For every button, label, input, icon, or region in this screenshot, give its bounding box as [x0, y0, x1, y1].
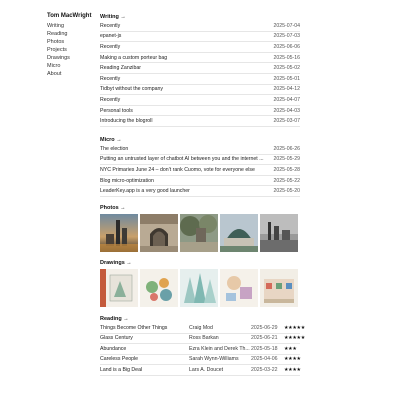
post-date: 2025-05-01: [273, 75, 300, 82]
reading-row[interactable]: [100, 355, 300, 366]
nav-item-micro[interactable]: Micro: [47, 63, 61, 69]
post-title: Recently: [100, 96, 121, 103]
book-date: 2025-04-06: [251, 356, 278, 363]
post-date: 2025-05-02: [273, 65, 300, 72]
drawings-heading[interactable]: Drawings →: [100, 259, 132, 266]
post-title: Recently: [100, 22, 121, 29]
writing-row[interactable]: [100, 42, 300, 53]
micro-row[interactable]: [100, 186, 300, 197]
micro-title: Putting an untrusted layer of chatbot AI between you and the internet ...: [100, 156, 264, 163]
book-date: 2025-03-22: [251, 367, 278, 374]
post-title: Personal tools: [100, 107, 133, 114]
star-rating: ★★★★★: [284, 335, 305, 342]
drawing-thumbnail[interactable]: [100, 269, 138, 307]
drawing-thumbnail[interactable]: [220, 269, 258, 307]
post-date: 2025-03-07: [273, 118, 300, 125]
post-date: 2025-06-06: [273, 43, 300, 50]
drawing-thumbnail[interactable]: [260, 269, 298, 307]
micro-row[interactable]: [100, 165, 300, 176]
post-date: 2025-07-04: [273, 22, 300, 29]
micro-date: 2025-06-26: [273, 145, 300, 152]
micro-list: [100, 144, 300, 197]
star-rating: ★★★★: [284, 356, 301, 363]
post-date: 2025-04-03: [273, 107, 300, 114]
post-title: Tidbyt without the company: [100, 86, 163, 93]
book-title: Land is a Big Deal: [100, 367, 143, 374]
writing-list: [100, 21, 300, 127]
nav-item-writing[interactable]: Writing: [47, 23, 65, 29]
post-date: 2025-05-16: [273, 54, 300, 61]
micro-heading[interactable]: Micro →: [100, 136, 122, 143]
photo-thumbnail[interactable]: [100, 214, 138, 252]
post-date: 2025-07-03: [273, 33, 300, 40]
micro-row[interactable]: [100, 176, 300, 187]
sidebar: [47, 13, 97, 78]
post-title: Reading Zanzibar: [100, 65, 141, 72]
book-author: Ezra Klein and Derek Th...: [189, 345, 250, 352]
photo-thumbnail[interactable]: [140, 214, 178, 252]
site-title[interactable]: Tom MacWright: [47, 13, 92, 19]
book-title: Things Become Other Things: [100, 324, 168, 331]
micro-title: LeaderKey.app is a very good launcher: [100, 188, 190, 195]
micro-row[interactable]: [100, 144, 300, 155]
nav-item-drawings[interactable]: Drawings: [47, 55, 70, 61]
book-author: Lars A. Doucet: [189, 367, 224, 374]
star-rating: ★★★★★: [284, 324, 305, 331]
book-title: Abundance: [100, 345, 127, 352]
reading-row[interactable]: [100, 334, 305, 345]
reading-row[interactable]: [100, 365, 300, 376]
reading-list: [100, 323, 305, 376]
writing-heading[interactable]: Writing →: [100, 14, 126, 20]
nav-item-about[interactable]: About: [47, 71, 62, 77]
nav-item-projects[interactable]: Projects: [47, 47, 67, 53]
micro-row[interactable]: [100, 155, 300, 166]
writing-row[interactable]: [100, 116, 300, 127]
book-title: Careless People: [100, 356, 139, 363]
micro-title: Blog micro-optimization: [100, 177, 154, 184]
book-title: Glass Century: [100, 335, 133, 342]
writing-row[interactable]: [100, 85, 300, 96]
star-rating: ★★★: [284, 345, 297, 352]
drawing-thumbnail[interactable]: [180, 269, 218, 307]
micro-date: 2025-05-20: [273, 188, 300, 195]
writing-row[interactable]: [100, 74, 300, 85]
photo-thumbnail[interactable]: [220, 214, 258, 252]
post-title: Introducing the blogroll: [100, 118, 153, 125]
micro-title: NYC Primaries June 24 – don’t rank Cuomo, vote for everyone else: [100, 166, 255, 173]
main-content: [100, 13, 305, 376]
photo-thumbnail[interactable]: [260, 214, 298, 252]
micro-title: The election: [100, 145, 129, 152]
photo-thumbnail[interactable]: [180, 214, 218, 252]
book-author: Sarah Wynn-Williams: [189, 356, 239, 363]
reading-row[interactable]: [100, 344, 300, 355]
post-title: Making a custom porteur bag: [100, 54, 168, 61]
post-date: 2025-04-07: [273, 96, 300, 103]
drawing-thumbnail[interactable]: [140, 269, 178, 307]
micro-date: 2025-05-28: [273, 166, 300, 173]
post-title: Recently: [100, 43, 121, 50]
micro-date: 2025-05-29: [273, 156, 300, 163]
post-title: Recently: [100, 75, 121, 82]
book-author: Ross Barkan: [189, 335, 219, 342]
nav-item-photos[interactable]: Photos: [47, 39, 65, 45]
book-author: Craig Mod: [189, 324, 213, 331]
micro-date: 2025-05-22: [273, 177, 300, 184]
post-title: epanet-js: [100, 33, 122, 40]
post-date: 2025-04-12: [273, 86, 300, 93]
reading-heading[interactable]: Reading →: [100, 315, 129, 322]
writing-row[interactable]: [100, 106, 300, 117]
star-rating: ★★★★: [284, 367, 301, 374]
photos-heading[interactable]: Photos →: [100, 204, 126, 211]
book-date: 2025-06-29: [251, 324, 278, 331]
reading-row[interactable]: [100, 323, 305, 334]
photo-grid: [100, 214, 300, 252]
drawing-grid: [100, 269, 300, 307]
writing-row[interactable]: [100, 32, 300, 43]
writing-row[interactable]: [100, 63, 300, 74]
book-date: 2025-05-18: [251, 345, 278, 352]
nav-item-reading[interactable]: Reading: [47, 31, 68, 37]
writing-row[interactable]: [100, 53, 300, 64]
book-date: 2025-06-21: [251, 335, 278, 342]
writing-row[interactable]: [100, 95, 300, 106]
writing-row[interactable]: [100, 21, 300, 32]
